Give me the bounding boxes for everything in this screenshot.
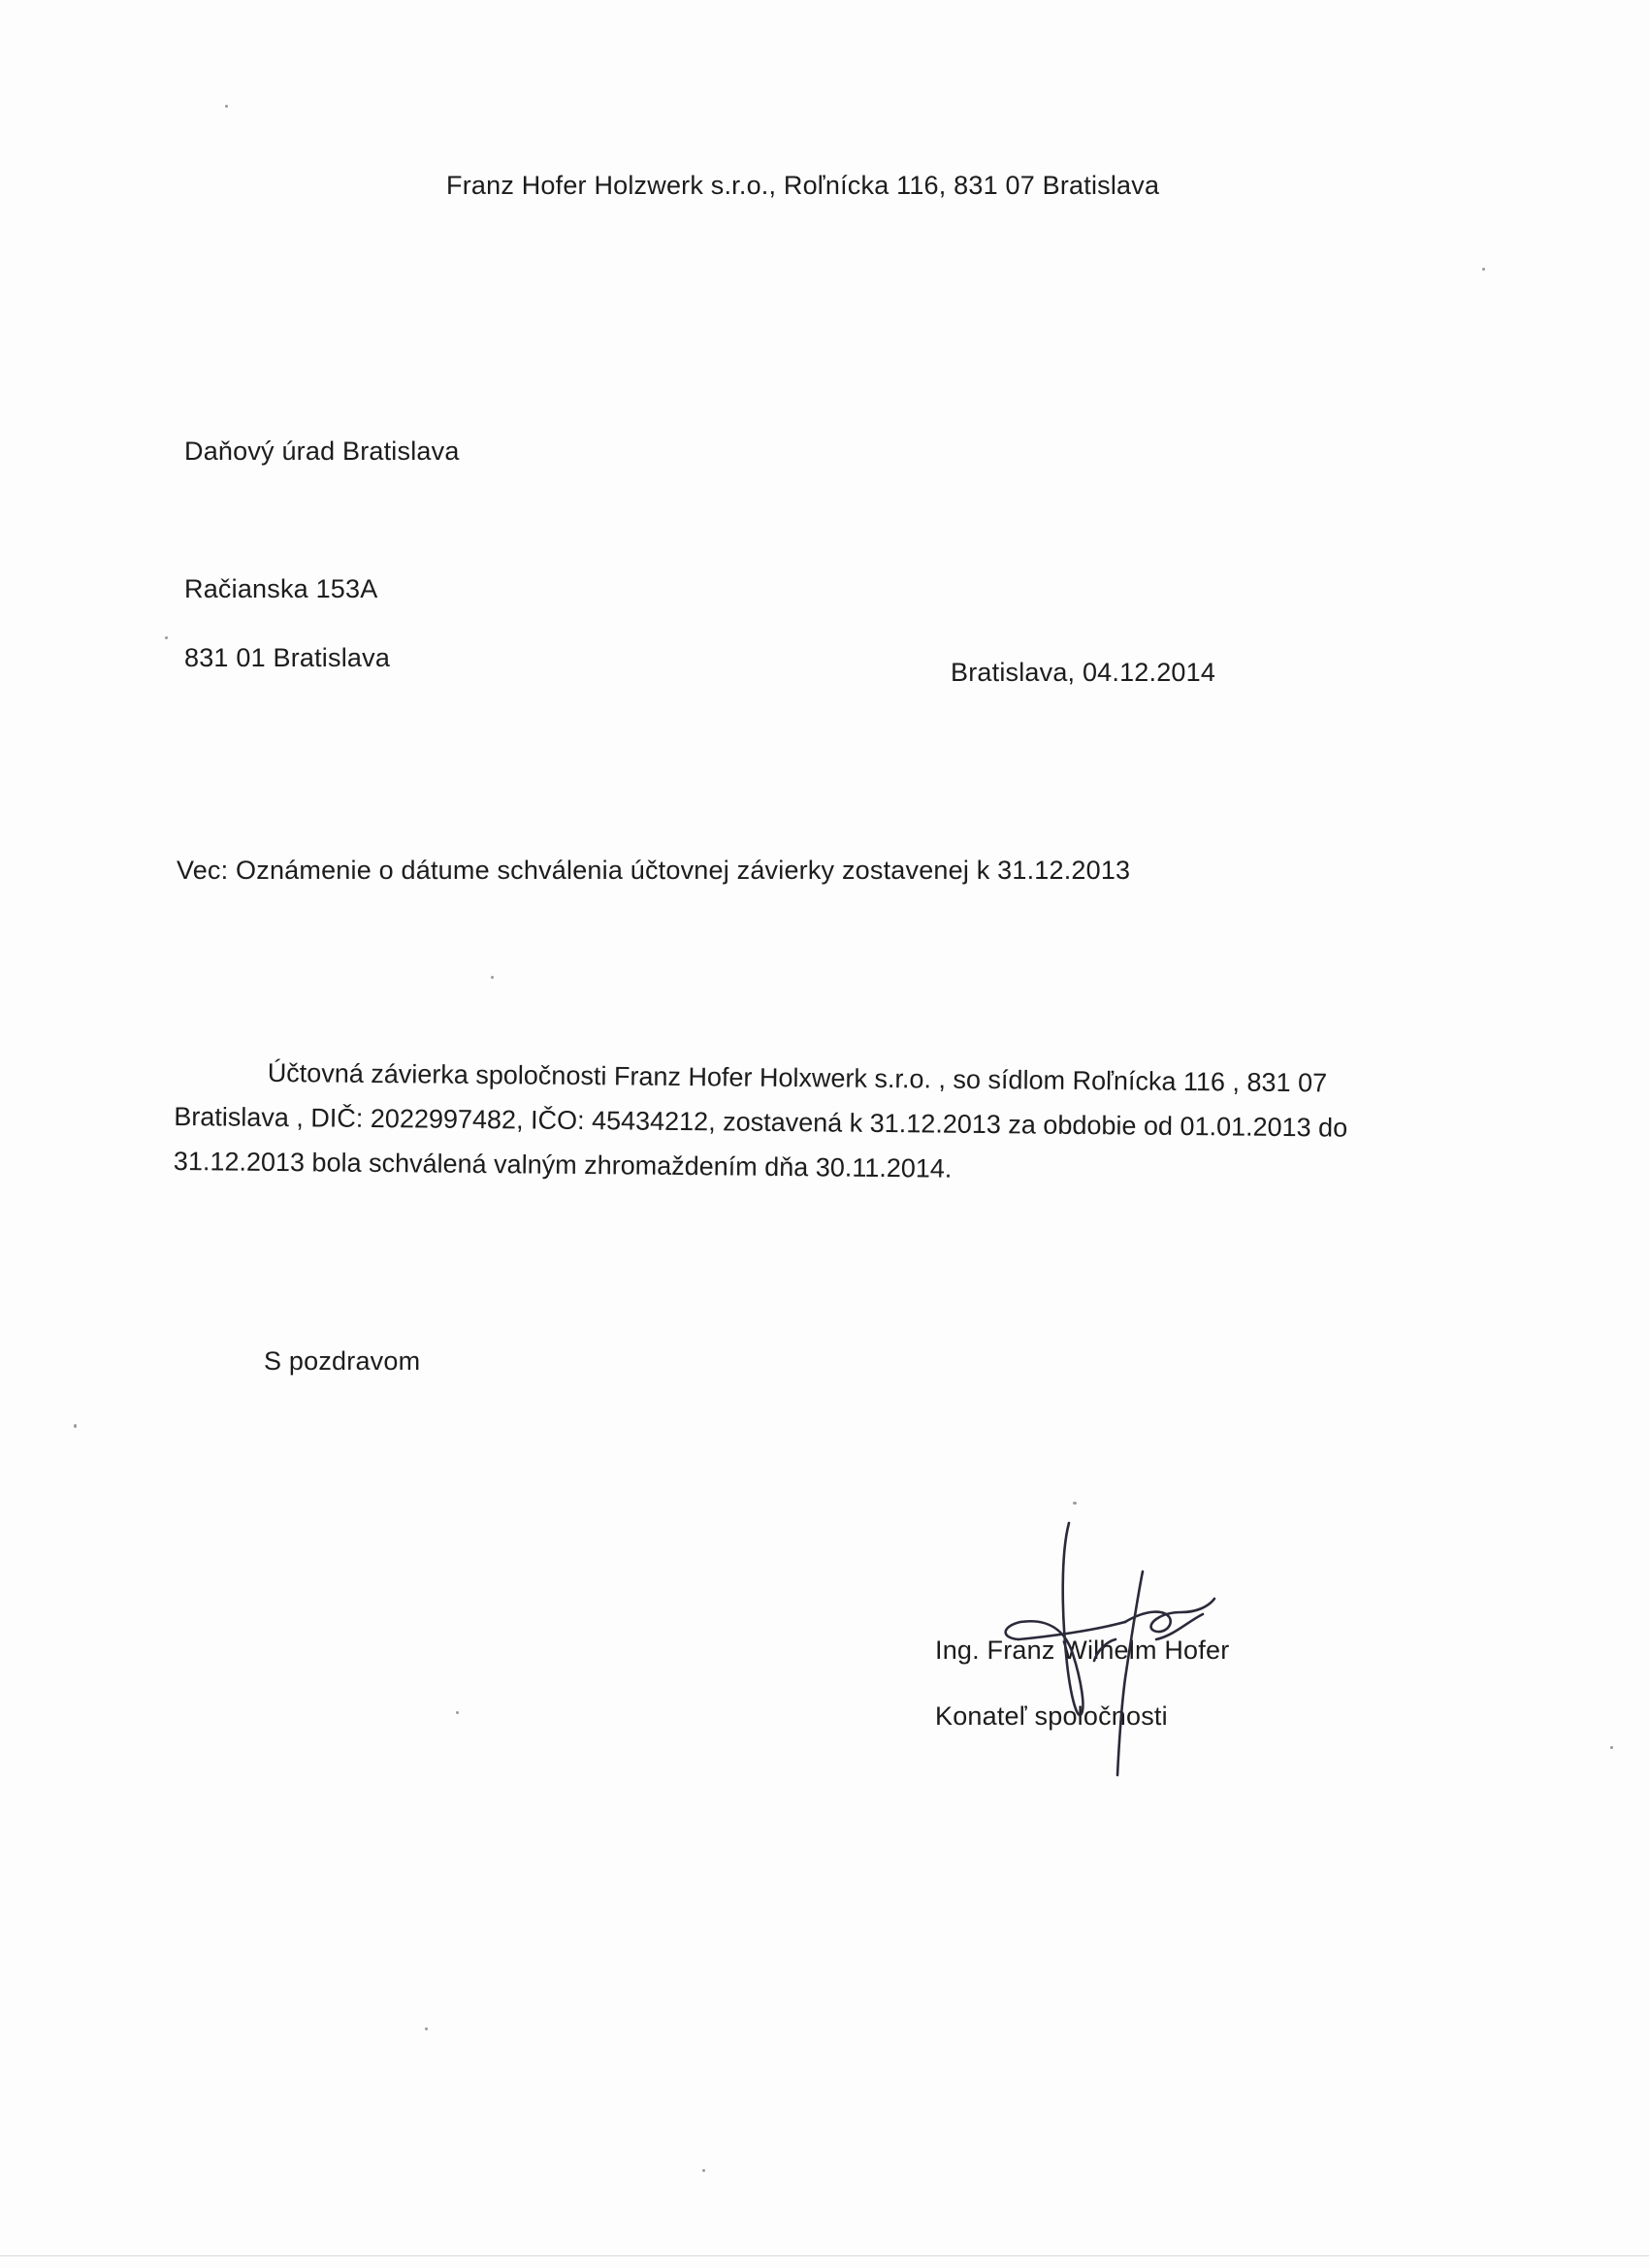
scan-speck	[456, 1711, 459, 1714]
recipient-city: 831 01 Bratislava	[184, 643, 391, 672]
scan-speck	[491, 976, 494, 979]
scan-edge	[0, 2255, 1649, 2256]
letter-body	[174, 1050, 1387, 1195]
signer-role: Konateľ spoločnosti	[935, 1701, 1168, 1731]
signer-name: Ing. Franz Wilhelm Hofer	[935, 1636, 1230, 1665]
recipient-name: Daňový úrad Bratislava	[184, 437, 460, 466]
letter-date: Bratislava, 04.12.2014	[951, 658, 1216, 687]
scan-speck	[165, 636, 168, 639]
scan-speck	[225, 105, 228, 108]
handwritten-signature	[980, 1494, 1261, 1785]
scan-speck	[425, 2027, 428, 2030]
recipient-street: Račianska 153A	[184, 574, 378, 603]
sender-header: Franz Hofer Holzwerk s.r.o., Roľnícka 116, 831 07 Bratislava	[446, 171, 1160, 200]
scan-speck	[702, 2169, 705, 2172]
body-line-2: Bratislava , DIČ: 2022997482, IČO: 45434212, zostavená k 31.12.2013 za obdobie od 01.01.2013 do	[174, 1101, 1348, 1143]
letter-subject: Vec: Oznámenie o dátume schválenia účtovnej závierky zostavenej k 31.12.2013	[177, 856, 1131, 885]
scan-speck	[1482, 268, 1485, 271]
scan-speck	[1610, 1746, 1613, 1749]
body-line-1-text: Účtovná závierka spoločnosti Franz Hofer Holxwerk s.r.o. , so sídlom Roľnícka 116 , 831 07	[267, 1057, 1328, 1098]
scan-speck	[74, 1424, 77, 1428]
scan-speck	[1073, 1502, 1077, 1505]
greeting: S pozdravom	[264, 1346, 421, 1376]
body-line-3: 31.12.2013 bola schválená valným zhromaždením dňa 30.11.2014.	[173, 1146, 953, 1183]
